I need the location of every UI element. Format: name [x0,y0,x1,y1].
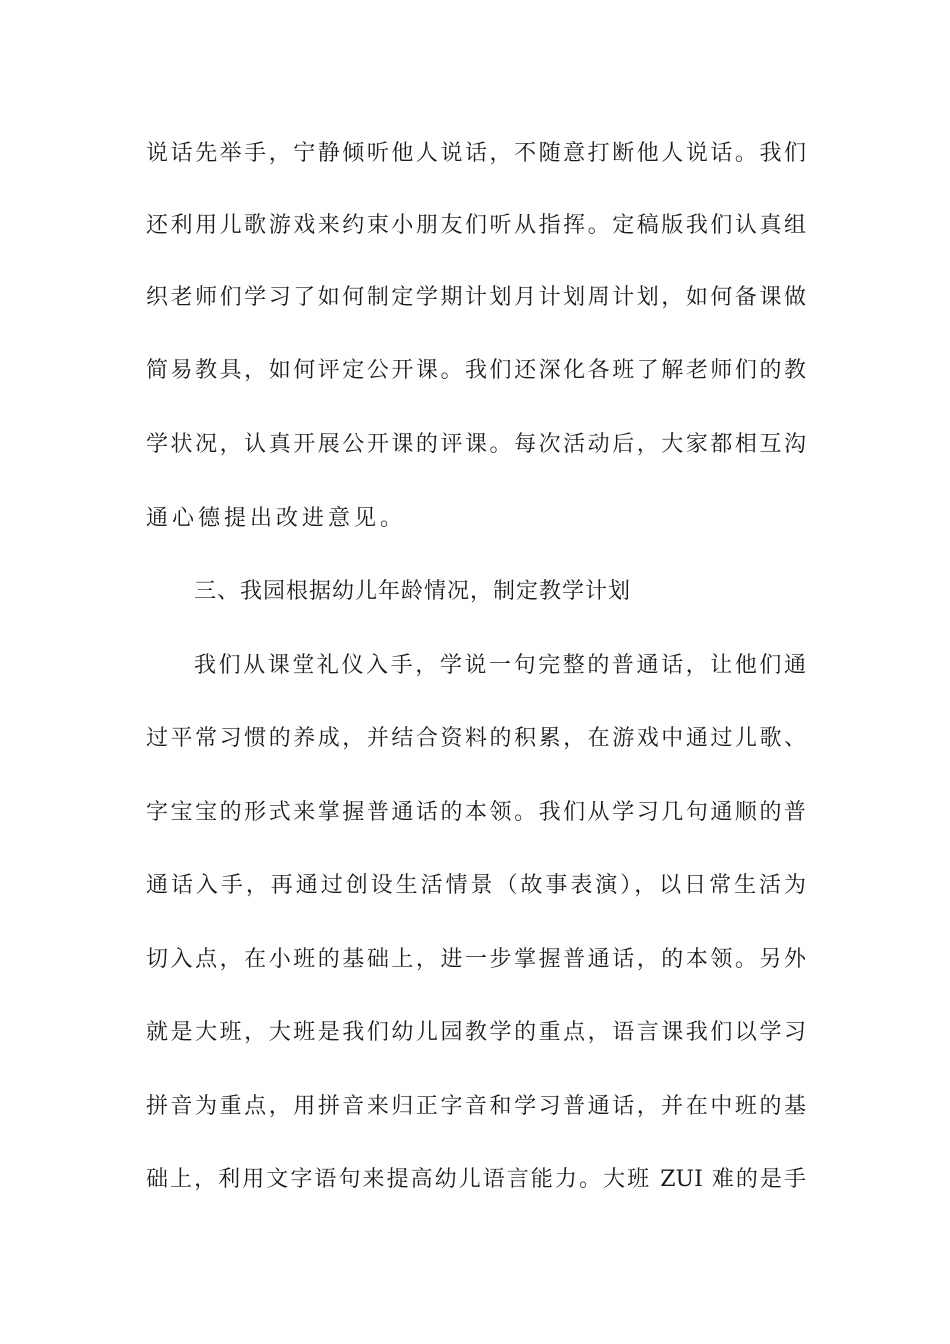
section-heading: 三、我园根据幼儿年龄情况，制定教学计划 [194,579,632,604]
paragraph-line: 简易教具，如何评定公开课。我们还深化各班了解老师们的教 [146,358,806,383]
paragraph-line: 我们从课堂礼仪入手，学说一句完整的普通话，让他们通 [194,653,806,678]
paragraph-line: 学状况，认真开展公开课的评课。每次活动后，大家都相互沟 [146,432,806,457]
paragraph-line: 字宝宝的形式来掌握普通话的本领。我们从学习几句通顺的普 [146,800,806,825]
paragraph-line: 说话先举手，宁静倾听他人说话，不随意打断他人说话。我们 [146,141,806,166]
paragraph-line: 就是大班，大班是我们幼儿园教学的重点，语言课我们以学习 [146,1020,806,1045]
paragraph-line: 还利用儿歌游戏来约束小朋友们听从指挥。定稿版我们认真组 [146,213,806,238]
paragraph-line: 础上，利用文字语句来提高幼儿语言能力。大班 ZUI 难的是手 [146,1167,806,1192]
paragraph-line: 通心德提出改进意见。 [146,506,407,531]
paragraph-line: 切入点，在小班的基础上，进一步掌握普通话，的本领。另外 [146,947,806,972]
paragraph-line: 拼音为重点，用拼音来归正字音和学习普通话，并在中班的基 [146,1094,806,1119]
paragraph-line: 织老师们学习了如何制定学期计划月计划周计划，如何备课做 [146,285,806,310]
paragraph-line: 过平常习惯的养成，并结合资料的积累，在游戏中通过儿歌、 [146,726,806,751]
paragraph-line: 通话入手，再通过创设生活情景（故事表演），以日常生活为 [146,873,806,898]
